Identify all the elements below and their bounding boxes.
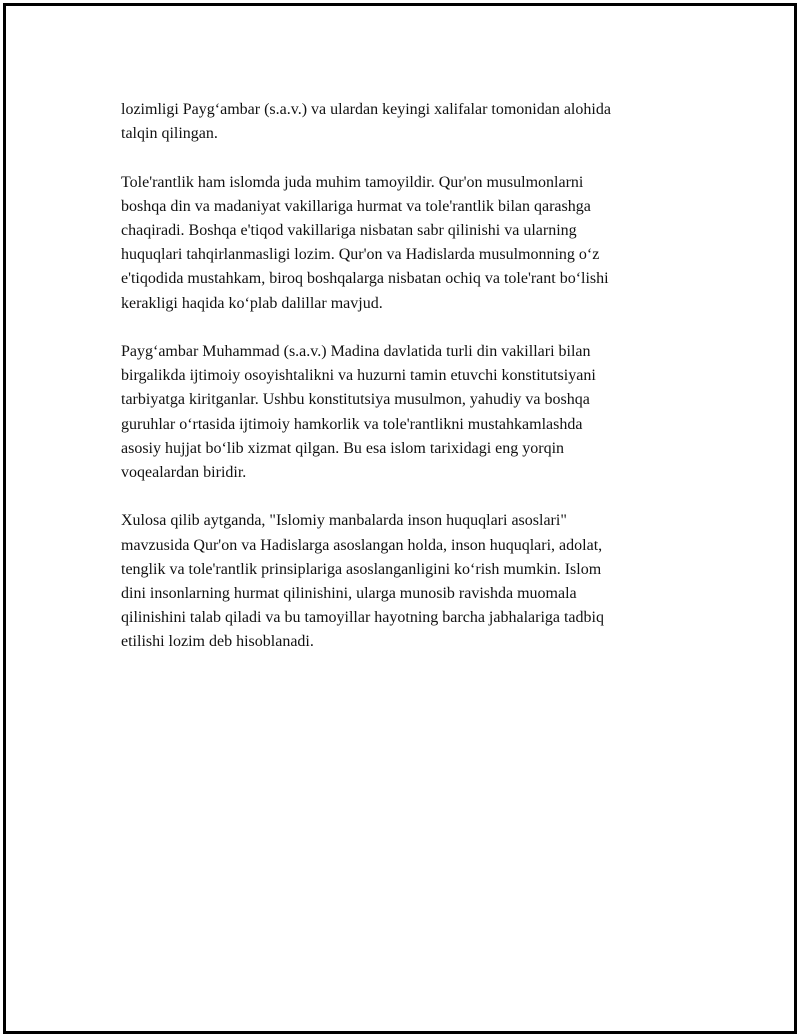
- paragraph-conclusion: Xulosa qilib aytganda, "Islomiy manbalarda inson huquqlari asoslari" mavzusida Qur'on va Hadislarga asoslangan holda, inson huquqlari, adolat, tenglik va tole'rantlik prinsiplariga asoslanganligini ko‘rish mumkin. Islom dini insonlarning hurmat qilinishini, ularga munosib ravishda muomala qilinishini talab qiladi va bu tamoyillar hayotning barcha jabhalariga tadbiq etilishi lozim deb hisoblanadi.: [121, 512, 604, 651]
- page-frame: [3, 3, 797, 1034]
- paragraph-continuation: lozimligi Payg‘ambar (s.a.v.) va ulardan keyingi xalifalar tomonidan alohida talqin qilingan.: [121, 101, 611, 143]
- paragraph-tolerance: Tole'rantlik ham islomda juda muhim tamoyildir. Qur'on musulmonlarni boshqa din va madaniyat vakillariga hurmat va tole'rantlik bilan qarashga chaqiradi. Boshqa e'tiqod vakillariga nisbatan sabr qilinishi va ularning huquqlari tahqirlanmasligi lozim. Qur'on va Hadislarda musulmonning o‘z e'tiqodida mustahkam, biroq boshqalarga nisbatan ochiq va tole'rant bo‘lishi kerakligi haqida ko‘plab dalillar mavjud.: [121, 173, 609, 312]
- document-body: [121, 98, 706, 679]
- paragraph-medina-constitution: Payg‘ambar Muhammad (s.a.v.) Madina davlatida turli din vakillari bilan birgalikda ijtimoiy osoyishtalikni va huzurni tamin etuvchi konstitutsiyani tarbiyatga kiritganlar. Ushbu konstitutsiya musulmon, yahudiy va boshqa guruhlar o‘rtasida ijtimoiy hamkorlik va tole'rantlikni mustahkamlashda asosiy hujjat bo‘lib xizmat qilgan. Bu esa islom tarixidagi eng yorqin voqealardan biridir.: [121, 343, 596, 482]
